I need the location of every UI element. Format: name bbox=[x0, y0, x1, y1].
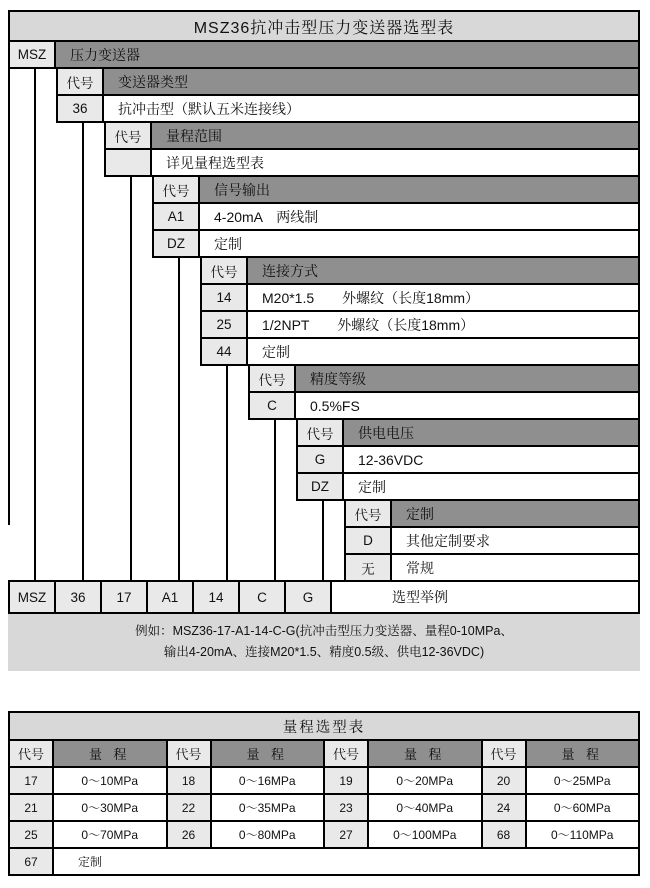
summary-row bbox=[8, 580, 640, 614]
code-cell: 25 bbox=[200, 310, 248, 339]
selector-row bbox=[8, 553, 640, 582]
code-cell: 代号 bbox=[248, 364, 296, 393]
desc-cell: 供电电压 bbox=[342, 418, 640, 447]
summary-code-cell: 36 bbox=[54, 580, 102, 614]
desc-cell: 定制 bbox=[246, 337, 640, 366]
desc-cell: 连接方式 bbox=[246, 256, 640, 285]
selector-row bbox=[8, 418, 640, 447]
example-notes-line1: 例如：MSZ36-17-A1-14-C-G(抗冲击型压力变送器、量程0-10MPa、 bbox=[135, 624, 513, 638]
code-cell: A1 bbox=[152, 202, 200, 231]
selector-row bbox=[8, 337, 640, 366]
code-cell: MSZ bbox=[8, 40, 56, 69]
range-code-cell: 23 bbox=[323, 793, 369, 822]
range-table bbox=[8, 711, 640, 876]
code-cell: DZ bbox=[152, 229, 200, 258]
selector-row bbox=[8, 229, 640, 258]
code-header-cell: 代号 bbox=[166, 739, 212, 768]
desc-cell: 其他定制要求 bbox=[390, 526, 640, 555]
desc-cell: 精度等级 bbox=[294, 364, 640, 393]
selector-row bbox=[8, 283, 640, 312]
range-value-cell: 0～100MPa bbox=[367, 820, 483, 849]
code-cell: 36 bbox=[56, 94, 104, 123]
range-code-cell: 27 bbox=[323, 820, 369, 849]
range-value-cell: 0～16MPa bbox=[210, 766, 326, 795]
code-cell: 代号 bbox=[200, 256, 248, 285]
code-cell: 44 bbox=[200, 337, 248, 366]
selector-row bbox=[8, 499, 640, 528]
code-cell: 代号 bbox=[104, 121, 152, 150]
range-value-cell: 0～35MPa bbox=[210, 793, 326, 822]
summary-code-cell: G bbox=[284, 580, 332, 614]
code-cell: 代号 bbox=[296, 418, 344, 447]
desc-cell: 定制 bbox=[198, 229, 640, 258]
selector-row bbox=[8, 94, 640, 123]
range-code-cell: 25 bbox=[8, 820, 54, 849]
desc-cell: 常规 bbox=[390, 553, 640, 582]
selector-row bbox=[8, 121, 640, 150]
range-table-title: 量程选型表 bbox=[8, 711, 640, 741]
range-code-cell: 24 bbox=[481, 793, 527, 822]
desc-cell: 0.5%FS bbox=[294, 391, 640, 420]
selector-table bbox=[8, 10, 640, 614]
code-cell: 14 bbox=[200, 283, 248, 312]
desc-cell: 压力变送器 bbox=[54, 40, 640, 69]
selector-row bbox=[8, 202, 640, 231]
desc-cell: 量程范围 bbox=[150, 121, 640, 150]
range-value-cell: 0～60MPa bbox=[525, 793, 641, 822]
range-value-cell: 0～10MPa bbox=[52, 766, 168, 795]
range-table-row bbox=[8, 793, 640, 822]
range-value-cell: 0～40MPa bbox=[367, 793, 483, 822]
selector-row bbox=[8, 364, 640, 393]
range-code-cell: 17 bbox=[8, 766, 54, 795]
selector-row bbox=[8, 526, 640, 555]
range-table-row bbox=[8, 766, 640, 795]
example-notes bbox=[8, 614, 640, 671]
code-cell: C bbox=[248, 391, 296, 420]
code-cell: D bbox=[344, 526, 392, 555]
selector-row bbox=[8, 445, 640, 474]
range-code-cell: 21 bbox=[8, 793, 54, 822]
selector-row bbox=[8, 67, 640, 96]
range-code-cell: 20 bbox=[481, 766, 527, 795]
range-code-cell: 22 bbox=[166, 793, 212, 822]
desc-cell: 详见量程选型表 bbox=[150, 148, 640, 177]
code-cell: 代号 bbox=[344, 499, 392, 528]
desc-cell: 1/2NPT 外螺纹（长度18mm） bbox=[246, 310, 640, 339]
example-notes-line2: 输出4-20mA、连接M20*1.5、精度0.5级、供电12-36VDC) bbox=[163, 644, 485, 659]
range-code-cell: 67 bbox=[8, 847, 54, 876]
desc-cell: 抗冲击型（默认五米连接线） bbox=[102, 94, 640, 123]
summary-label: 选型举例 bbox=[330, 580, 640, 614]
desc-cell: 定制 bbox=[342, 472, 640, 501]
code-cell: 无 bbox=[344, 553, 392, 582]
range-value-cell: 0～30MPa bbox=[52, 793, 168, 822]
code-cell bbox=[104, 148, 152, 177]
range-header-cell: 量 程 bbox=[367, 739, 483, 768]
desc-cell: 定制 bbox=[390, 499, 640, 528]
summary-code-cell: A1 bbox=[146, 580, 194, 614]
selector-row bbox=[8, 175, 640, 204]
range-header-cell: 量 程 bbox=[52, 739, 168, 768]
summary-code-cell: C bbox=[238, 580, 286, 614]
summary-code-cell: 14 bbox=[192, 580, 240, 614]
desc-cell: 12-36VDC bbox=[342, 445, 640, 474]
code-cell: G bbox=[296, 445, 344, 474]
selector-row bbox=[8, 472, 640, 501]
range-table-header-row bbox=[8, 739, 640, 768]
desc-cell: 变送器类型 bbox=[102, 67, 640, 96]
desc-cell: M20*1.5 外螺纹（长度18mm） bbox=[246, 283, 640, 312]
selector-row bbox=[8, 391, 640, 420]
code-header-cell: 代号 bbox=[323, 739, 369, 768]
summary-code-cell: 17 bbox=[100, 580, 148, 614]
range-code-cell: 19 bbox=[323, 766, 369, 795]
range-value-cell: 0～110MPa bbox=[525, 820, 641, 849]
range-value-cell: 0～20MPa bbox=[367, 766, 483, 795]
range-header-cell: 量 程 bbox=[210, 739, 326, 768]
selector-row bbox=[8, 148, 640, 177]
summary-code-cell: MSZ bbox=[8, 580, 56, 614]
range-code-cell: 26 bbox=[166, 820, 212, 849]
code-cell: DZ bbox=[296, 472, 344, 501]
range-value-cell: 0～25MPa bbox=[525, 766, 641, 795]
selector-table-title: MSZ36抗冲击型压力变送器选型表 bbox=[8, 10, 640, 42]
code-header-cell: 代号 bbox=[481, 739, 527, 768]
selector-row bbox=[8, 256, 640, 285]
document-content bbox=[8, 10, 640, 876]
range-value-cell: 0～80MPa bbox=[210, 820, 326, 849]
desc-cell: 信号输出 bbox=[198, 175, 640, 204]
selector-row bbox=[8, 310, 640, 339]
range-code-cell: 18 bbox=[166, 766, 212, 795]
code-cell: 代号 bbox=[56, 67, 104, 96]
range-value-cell: 0～70MPa bbox=[52, 820, 168, 849]
range-table-last-row bbox=[8, 847, 640, 876]
range-table-row bbox=[8, 820, 640, 849]
desc-cell: 4-20mA 两线制 bbox=[198, 202, 640, 231]
range-code-cell: 68 bbox=[481, 820, 527, 849]
code-header-cell: 代号 bbox=[8, 739, 54, 768]
code-cell: 代号 bbox=[152, 175, 200, 204]
range-header-cell: 量 程 bbox=[525, 739, 641, 768]
range-value-cell: 定制 bbox=[52, 847, 640, 876]
selector-row bbox=[8, 40, 640, 69]
